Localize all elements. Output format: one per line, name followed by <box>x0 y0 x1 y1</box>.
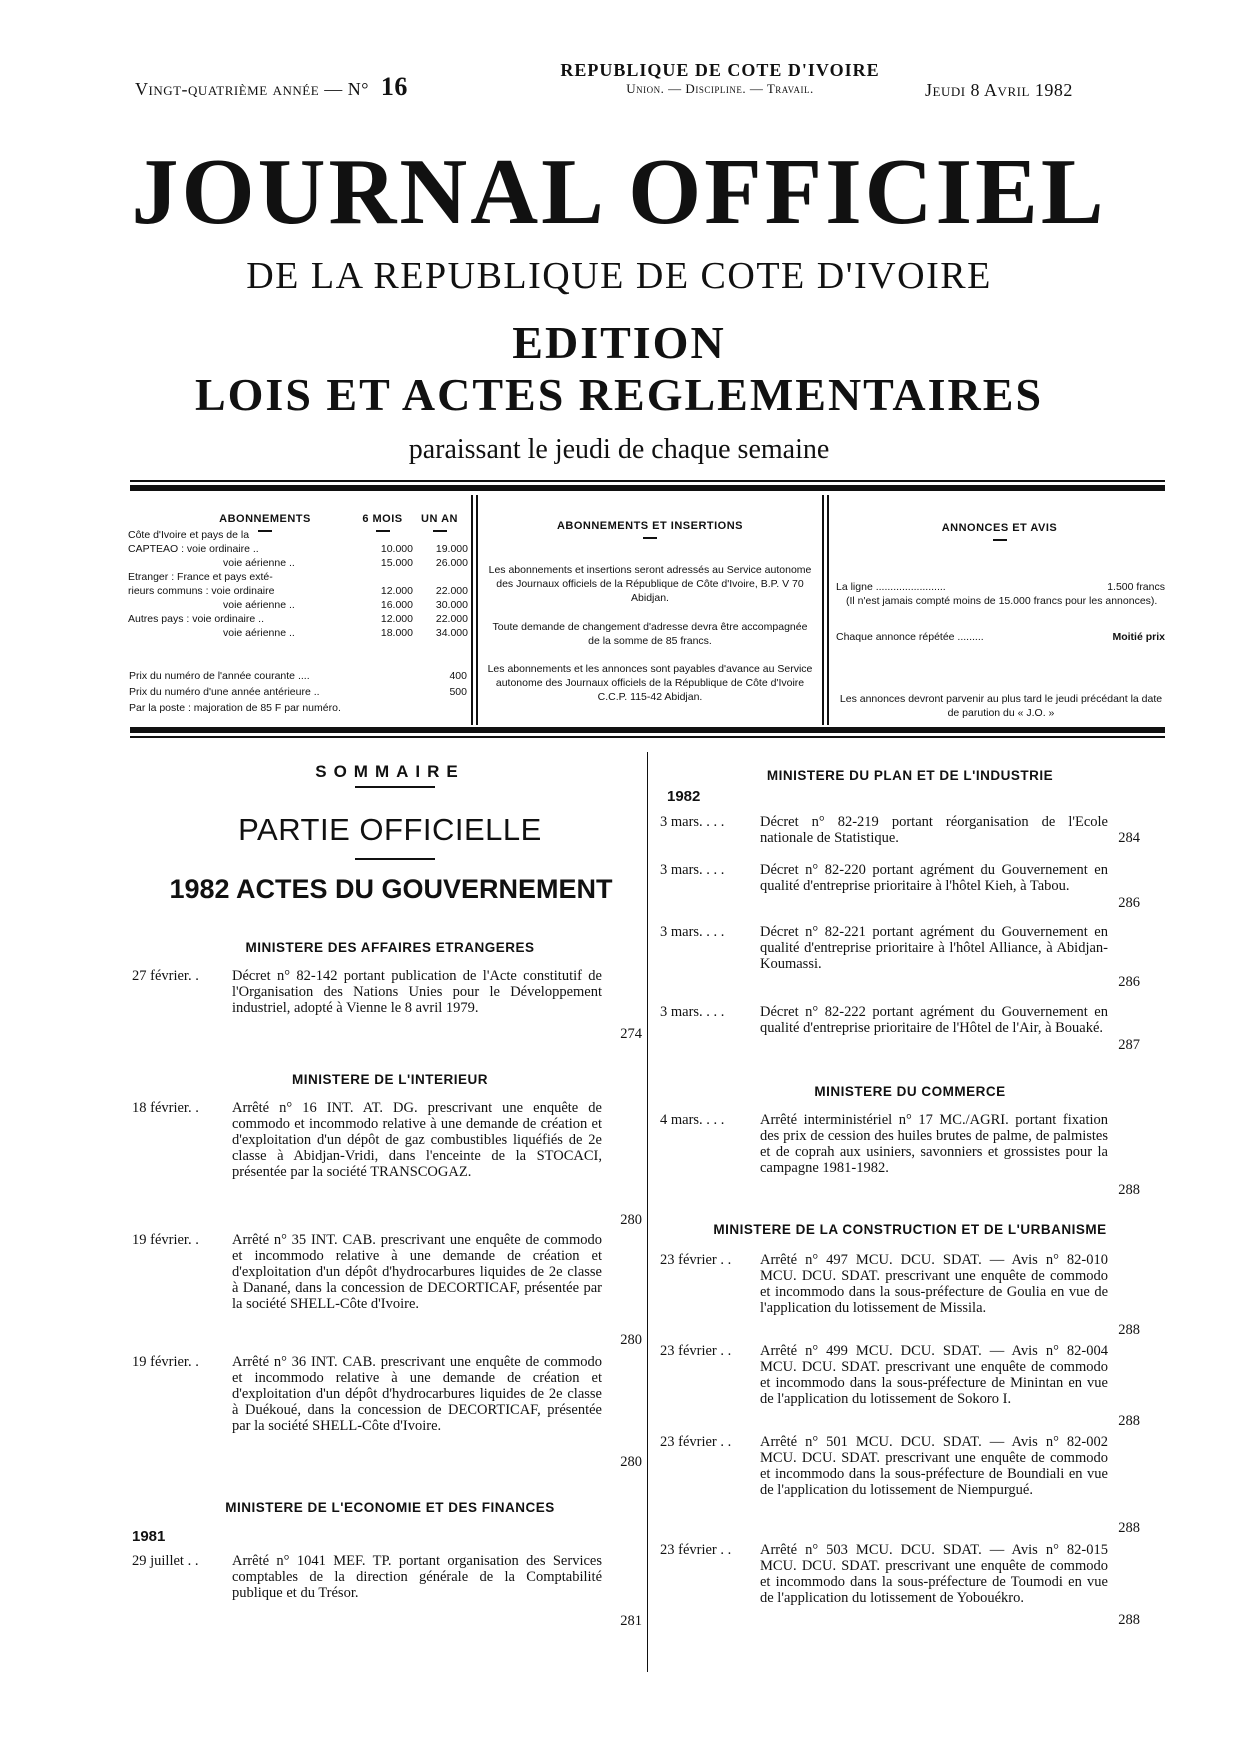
rate-label: voie aérienne .. <box>223 627 295 639</box>
rate-6-months: 12.000 <box>380 585 413 597</box>
year-label: Vingt-quatrième année — N° <box>135 79 369 99</box>
table-row <box>128 700 468 716</box>
partie-officielle: PARTIE OFFICIELLE <box>238 812 542 847</box>
entry-date: 3 mars. . . . <box>660 862 725 878</box>
journal-title: JOURNAL OFFICIEL <box>131 140 1107 244</box>
entry-text: Arrêté n° 497 MCU. DCU. SDAT. — Avis n° 82-010 MCU. DCU. SDAT. prescrivant une enquête de commodo et incommodo dans la sous-préfecture de Goulia en vue de l'application du lotissement de Missila. <box>760 1252 1108 1316</box>
entry-text: Arrêté n° 16 INT. AT. DG. prescrivant une enquête de commodo et incommodo relative à une demande de création et d'exploitation d'un dépôt de gaz combustibles liquéfiés de 2e classe à Abidjan-Vridi, dans l'enceinte de la STOCACI, présentée par la société TRANSCOGAZ. <box>232 1100 602 1180</box>
entry-text: Décret n° 82-220 portant agrément du Gouvernement en qualité d'entreprise prioritaire à l'hôtel Kieh, à Tabou. <box>760 862 1108 894</box>
entry-date: 29 juillet . . <box>132 1553 199 1569</box>
entry-page: 281 <box>620 1613 642 1629</box>
price-value <box>416 700 468 716</box>
entry-date: 19 février. . <box>132 1232 199 1248</box>
list-item <box>660 862 1160 922</box>
table-row <box>128 556 468 570</box>
entry-text: Arrêté n° 36 INT. CAB. prescrivant une enquête de commodo et incommodo relative à une demande de création et d'exploitation d'un dépôt d'hydrocarbures liquides de 2e classe à Duékoué, dans la concession de DECORTICAF, présentée par la société SHELL-Côte d'Ivoire. <box>232 1354 602 1434</box>
price-label: Prix du numéro de l'année courante .... <box>129 670 310 682</box>
rule <box>355 786 435 788</box>
rate-6-months <box>358 528 413 542</box>
entry-page: 288 <box>1118 1413 1140 1429</box>
entry-date: 4 mars. . . . <box>660 1112 725 1128</box>
rate-1-year <box>413 570 468 584</box>
entry-date: 18 février. . <box>132 1100 199 1116</box>
publication-frequency: paraissant le jeudi de chaque semaine <box>408 434 830 465</box>
list-item <box>660 1434 1160 1534</box>
list-item <box>660 1112 1160 1202</box>
entry-date: 19 février. . <box>132 1354 199 1370</box>
rule <box>130 727 1165 733</box>
entry-date: 23 février . . <box>660 1252 732 1268</box>
rate-label: voie aérienne .. <box>223 599 295 611</box>
entry-text: Décret n° 82-221 portant agrément du Gouvernement en qualité d'entreprise prioritaire à l'hôtel Alliance, à Abidjan-Koumassi. <box>760 924 1108 972</box>
year-label: 1982 <box>667 788 701 805</box>
section-ministere-interieur: MINISTERE DE L'INTERIEUR <box>292 1072 488 1087</box>
journal-subtitle: DE LA REPUBLIQUE DE COTE D'IVOIRE <box>246 255 992 297</box>
issue-prices-table <box>128 668 468 716</box>
entry-page: 288 <box>1118 1520 1140 1536</box>
republic-header <box>540 60 900 97</box>
announcement-deadline: Les annonces devront parvenir au plus tard le jeudi précédant la date de parution du « J.O. » <box>839 693 1163 719</box>
price-value: 400 <box>449 670 467 682</box>
entry-page: 274 <box>620 1026 642 1042</box>
table-row <box>128 598 468 612</box>
table-row <box>128 668 468 684</box>
list-item <box>660 1004 1160 1064</box>
entry-text: Décret n° 82-142 portant publication de l'Acte constitutif de l'Organisation des Nations Unies pour le Développement industriel, adopté à Vienne le 8 avril 1979. <box>232 968 602 1016</box>
entry-text: Arrêté n° 35 INT. CAB. prescrivant une enquête de commodo et incommodo relative à une demande de création et d'exploitation d'un dépôt d'hydrocarbures liquides de 2e classe à Danané, dans la concession de DECORTICAF, présentée par la société SHELL-Côte d'Ivoire. <box>232 1232 602 1312</box>
rate-1-year: 22.000 <box>435 613 468 625</box>
announcements-heading: ANNONCES ET AVIS <box>832 522 1167 541</box>
section-ministere-construction: MINISTERE DE LA CONSTRUCTION ET DE L'URBANISME <box>713 1222 1107 1237</box>
price-label: Prix du numéro d'une année antérieure .. <box>129 686 320 698</box>
entry-page: 288 <box>1118 1322 1140 1338</box>
rule <box>130 485 1165 491</box>
line-rate-price: 1.500 francs <box>1107 581 1165 593</box>
entry-page: 280 <box>620 1212 642 1228</box>
entry-date: 3 mars. . . . <box>660 1004 725 1020</box>
section-ministere-economie: MINISTERE DE L'ECONOMIE ET DES FINANCES <box>225 1500 555 1515</box>
section-ministere-affaires-etrangeres: MINISTERE DES AFFAIRES ETRANGERES <box>245 940 535 955</box>
entry-date: 27 février. . <box>132 968 199 984</box>
entry-text: Décret n° 82-222 portant agrément du Gouvernement en qualité d'entreprise prioritaire de l'Hôtel de l'Air, à Bouaké. <box>760 1004 1108 1036</box>
rate-6-months: 16.000 <box>380 599 413 611</box>
list-item <box>660 1343 1160 1433</box>
rate-label: Côte d'Ivoire et pays de la <box>128 529 250 541</box>
entry-page: 284 <box>1118 830 1140 846</box>
list-item <box>132 1100 642 1230</box>
entry-page: 280 <box>620 1454 642 1470</box>
list-item <box>660 1252 1160 1342</box>
entry-page: 280 <box>620 1332 642 1348</box>
price-value: 500 <box>449 686 467 698</box>
rate-1-year: 30.000 <box>435 599 468 611</box>
list-item <box>132 1553 642 1633</box>
rate-1-year: 22.000 <box>435 585 468 597</box>
rate-6-months: 15.000 <box>380 557 413 569</box>
entry-date: 23 février . . <box>660 1343 732 1359</box>
entry-date: 3 mars. . . . <box>660 924 725 940</box>
price-label: Par la poste : majoration de 85 F par numéro. <box>129 702 341 714</box>
subscription-rates-table <box>128 528 468 640</box>
table-row <box>128 542 468 556</box>
rule <box>130 480 1165 482</box>
rate-1-year: 19.000 <box>435 543 468 555</box>
issue-date: Jeudi 8 Avril 1982 <box>925 80 1073 100</box>
insertions-heading: ABONNEMENTS ET INSERTIONS <box>480 520 820 539</box>
list-item <box>132 1232 642 1352</box>
rate-6-months <box>358 570 413 584</box>
entry-date: 3 mars. . . . <box>660 814 725 830</box>
column-divider <box>476 495 478 725</box>
rate-label: Autres pays : voie ordinaire .. <box>128 613 264 625</box>
list-item <box>132 1354 642 1474</box>
entry-text: Décret n° 82-219 portant réorganisation de l'Ecole nationale de Statistique. <box>760 814 1108 846</box>
line-rate-label: La ligne ........................ <box>836 581 946 593</box>
series-title: LOIS ET ACTES REGLEMENTAIRES <box>194 369 1044 420</box>
entry-page: 286 <box>1118 895 1140 911</box>
republic-name: REPUBLIQUE DE COTE D'IVOIRE <box>560 60 880 80</box>
year-label: 1981 <box>132 1528 166 1545</box>
table-row <box>128 626 468 640</box>
sommaire-title: SOMMAIRE <box>315 762 465 781</box>
section-ministere-commerce: MINISTERE DU COMMERCE <box>814 1084 1006 1099</box>
entry-date: 23 février . . <box>660 1434 732 1450</box>
entry-text: Arrêté n° 503 MCU. DCU. SDAT. — Avis n° 82-015 MCU. DCU. SDAT. prescrivant une enquête de commodo et incommodo dans la sous-préfecture de Toumodi en vue de l'application du lotissement de Yobouékro. <box>760 1542 1108 1606</box>
rate-label: rieurs communs : voie ordinaire <box>128 585 275 597</box>
entry-page: 288 <box>1118 1612 1140 1628</box>
subscriptions-heading: ABONNEMENTS <box>175 513 355 532</box>
rate-1-year: 34.000 <box>435 627 468 639</box>
table-row <box>128 584 468 598</box>
rate-label: Etranger : France et pays exté- <box>128 571 273 583</box>
entry-text: Arrêté interministériel n° 17 MC./AGRI. portant fixation des prix de cession des huiles brutes de palme, de palmistes et de coprah aux usiniers, savonniers et grossistes pour la campagne 1981-1982. <box>760 1112 1108 1176</box>
rate-1-year: 26.000 <box>435 557 468 569</box>
entry-text: Arrêté n° 499 MCU. DCU. SDAT. — Avis n° 82-004 MCU. DCU. SDAT. prescrivant une enquête de commodo et incommodo dans la sous-préfecture de Minintan en vue de l'application du lotissement de Sokoro I. <box>760 1343 1108 1407</box>
rule <box>355 858 435 860</box>
entry-text: Arrêté n° 1041 MEF. TP. portant organisation des Services comptables de la direction générale de la Comptabilité publique et du Trésor. <box>232 1553 602 1601</box>
minimum-charge-note: (Il n'est jamais compté moins de 15.000 francs pour les annonces). <box>846 595 1158 607</box>
entry-page: 286 <box>1118 974 1140 990</box>
column-divider <box>827 495 829 725</box>
section-ministere-plan: MINISTERE DU PLAN ET DE L'INDUSTRIE <box>766 768 1054 783</box>
list-item <box>660 1542 1160 1632</box>
column-divider <box>822 495 824 725</box>
repeat-rate-label: Chaque annonce répétée ......... <box>836 631 984 643</box>
column-divider <box>647 752 648 1672</box>
rate-label: CAPTEAO : voie ordinaire .. <box>128 543 259 555</box>
list-item <box>660 924 1160 994</box>
repeat-rate-price: Moitié prix <box>1112 631 1165 643</box>
actes-gouvernement: 1982 ACTES DU GOUVERNEMENT <box>169 874 613 904</box>
list-item <box>660 814 1160 862</box>
national-motto: Union. — Discipline. — Travail. <box>626 81 814 96</box>
table-row <box>128 684 468 700</box>
edition-label: EDITION <box>512 317 726 368</box>
rate-6-months: 10.000 <box>380 543 413 555</box>
table-row <box>128 570 468 584</box>
issue-number: 16 <box>380 72 408 101</box>
entry-date: 23 février . . <box>660 1542 732 1558</box>
table-row <box>128 528 468 542</box>
table-row <box>128 612 468 626</box>
entry-page: 288 <box>1118 1182 1140 1198</box>
six-months-heading: 6 MOIS <box>355 513 410 532</box>
payment-note: Les abonnements et les annonces sont payables d'avance au Service autonome des Journaux officiels de la République de Côte d'Ivoire C.C.P. 115-42 Abidjan. <box>487 663 813 703</box>
rule <box>130 736 1165 738</box>
rate-6-months: 12.000 <box>380 613 413 625</box>
rate-6-months: 18.000 <box>380 627 413 639</box>
insertions-address: Les abonnements et insertions seront adressés au Service autonome des Journaux officiels de la République de Côte d'Ivoire, B.P. V 70 Abidjan. <box>488 564 812 604</box>
one-year-heading: UN AN <box>412 513 467 532</box>
list-item <box>132 968 642 1040</box>
entry-text: Arrêté n° 501 MCU. DCU. SDAT. — Avis n° 82-002 MCU. DCU. SDAT. prescrivant une enquête de commodo et incommodo dans la sous-préfecture de Boundiali en vue de l'application du lotissement de Niempurgué. <box>760 1434 1108 1498</box>
column-divider <box>471 495 473 725</box>
address-change-note: Toute demande de changement d'adresse devra être accompagnée de la somme de 85 francs. <box>492 621 808 647</box>
entry-page: 287 <box>1118 1037 1140 1053</box>
issue-info <box>135 72 408 102</box>
rate-1-year <box>413 528 468 542</box>
rate-label: voie aérienne .. <box>223 557 295 569</box>
